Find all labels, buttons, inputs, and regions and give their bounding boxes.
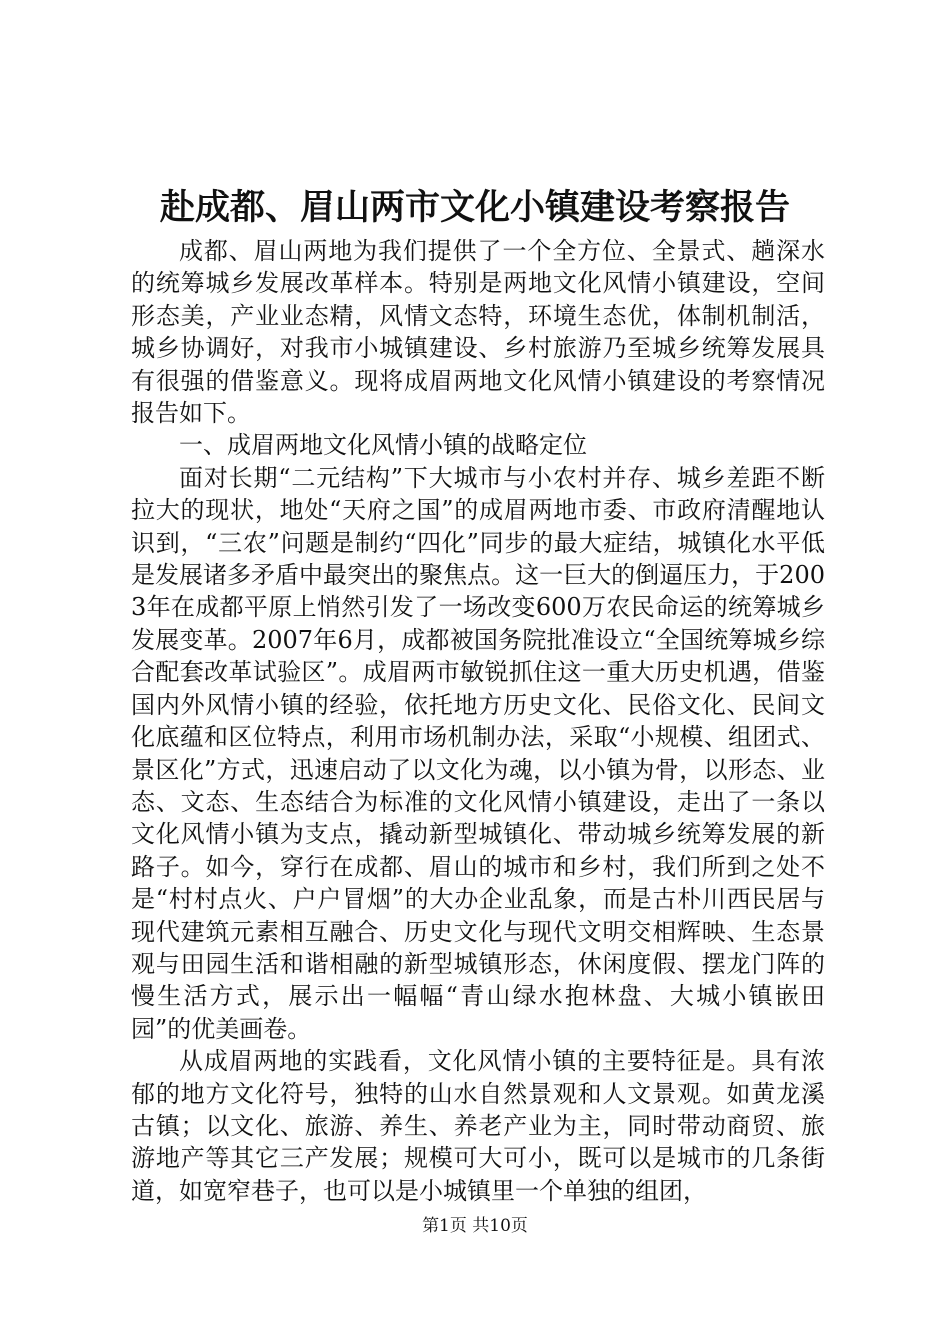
document-title: 赴成都、眉山两市文化小镇建设考察报告	[159, 187, 790, 228]
section-heading: 一、成眉两地文化风情小镇的战略定位	[179, 431, 587, 460]
section-paragraph-2: 从成眉两地的实践看，文化风情小镇的主要特征是。具有浓郁的地方文化符号，独特的山水自然景观和人文景观。如黄龙溪古镇；以文化、旅游、养生、养老产业为主，同时带动商贸、旅游地产等其它三产发展；规模可大可小，既可以是城市的几条街道，如宽窄巷子，也可以是小城镇里一个单独的组团，	[131, 1047, 825, 1205]
document-body	[131, 235, 825, 1207]
intro-paragraph: 成都、眉山两地为我们提供了一个全方位、全景式、趟深水的统筹城乡发展改革样本。特别是两地文化风情小镇建设，空间形态美，产业业态精，风情文态特，环境生态优，体制机制活，城乡协调好，对我市小城镇建设、乡村旅游乃至城乡统筹发展具有很强的借鉴意义。现将成眉两地文化风情小镇建设的考察情况报告如下。	[131, 237, 825, 428]
section-paragraph-1: 面对长期“二元结构”下大城市与小农村并存、城乡差距不断拉大的现状，地处“天府之国”的成眉两地市委、市政府清醒地认识到，“三农”问题是制约“四化”同步的最大症结，城镇化水平低是发展诸多矛盾中最突出的聚焦点。这一巨大的倒逼压力，于2003年在成都平原上悄然引发了一场改变600万农民命运的统筹城乡发展变革。2007年6月，成都被国务院批准设立“全国统筹城乡综合配套改革试验区”。成眉两市敏锐抓住这一重大历史机遇，借鉴国内外风情小镇的经验，依托地方历史文化、民俗文化、民间文化底蕴和区位特点，利用市场机制办法，采取“小规模、组团式、景区化”方式，迅速启动了以文化为魂，以小镇为骨，以形态、业态、文态、生态结合为标准的文化风情小镇建设，走出了一条以文化风情小镇为支点，撬动新型城镇化、带动城乡统筹发展的新路子。如今，穿行在成都、眉山的城市和乡村，我们所到之处不是“村村点火、户户冒烟”的大办企业乱象，而是古朴川西民居与现代建筑元素相互融合、历史文化与现代文明交相辉映、生态景观与田园生活和谐相融的新型城镇形态，休闲度假、摆龙门阵的慢生活方式，展示出一幅幅“青山绿水抱林盘、大城小镇嵌田园”的优美画卷。	[131, 463, 825, 1043]
page-footer: 第1页 共10页	[422, 1216, 528, 1236]
